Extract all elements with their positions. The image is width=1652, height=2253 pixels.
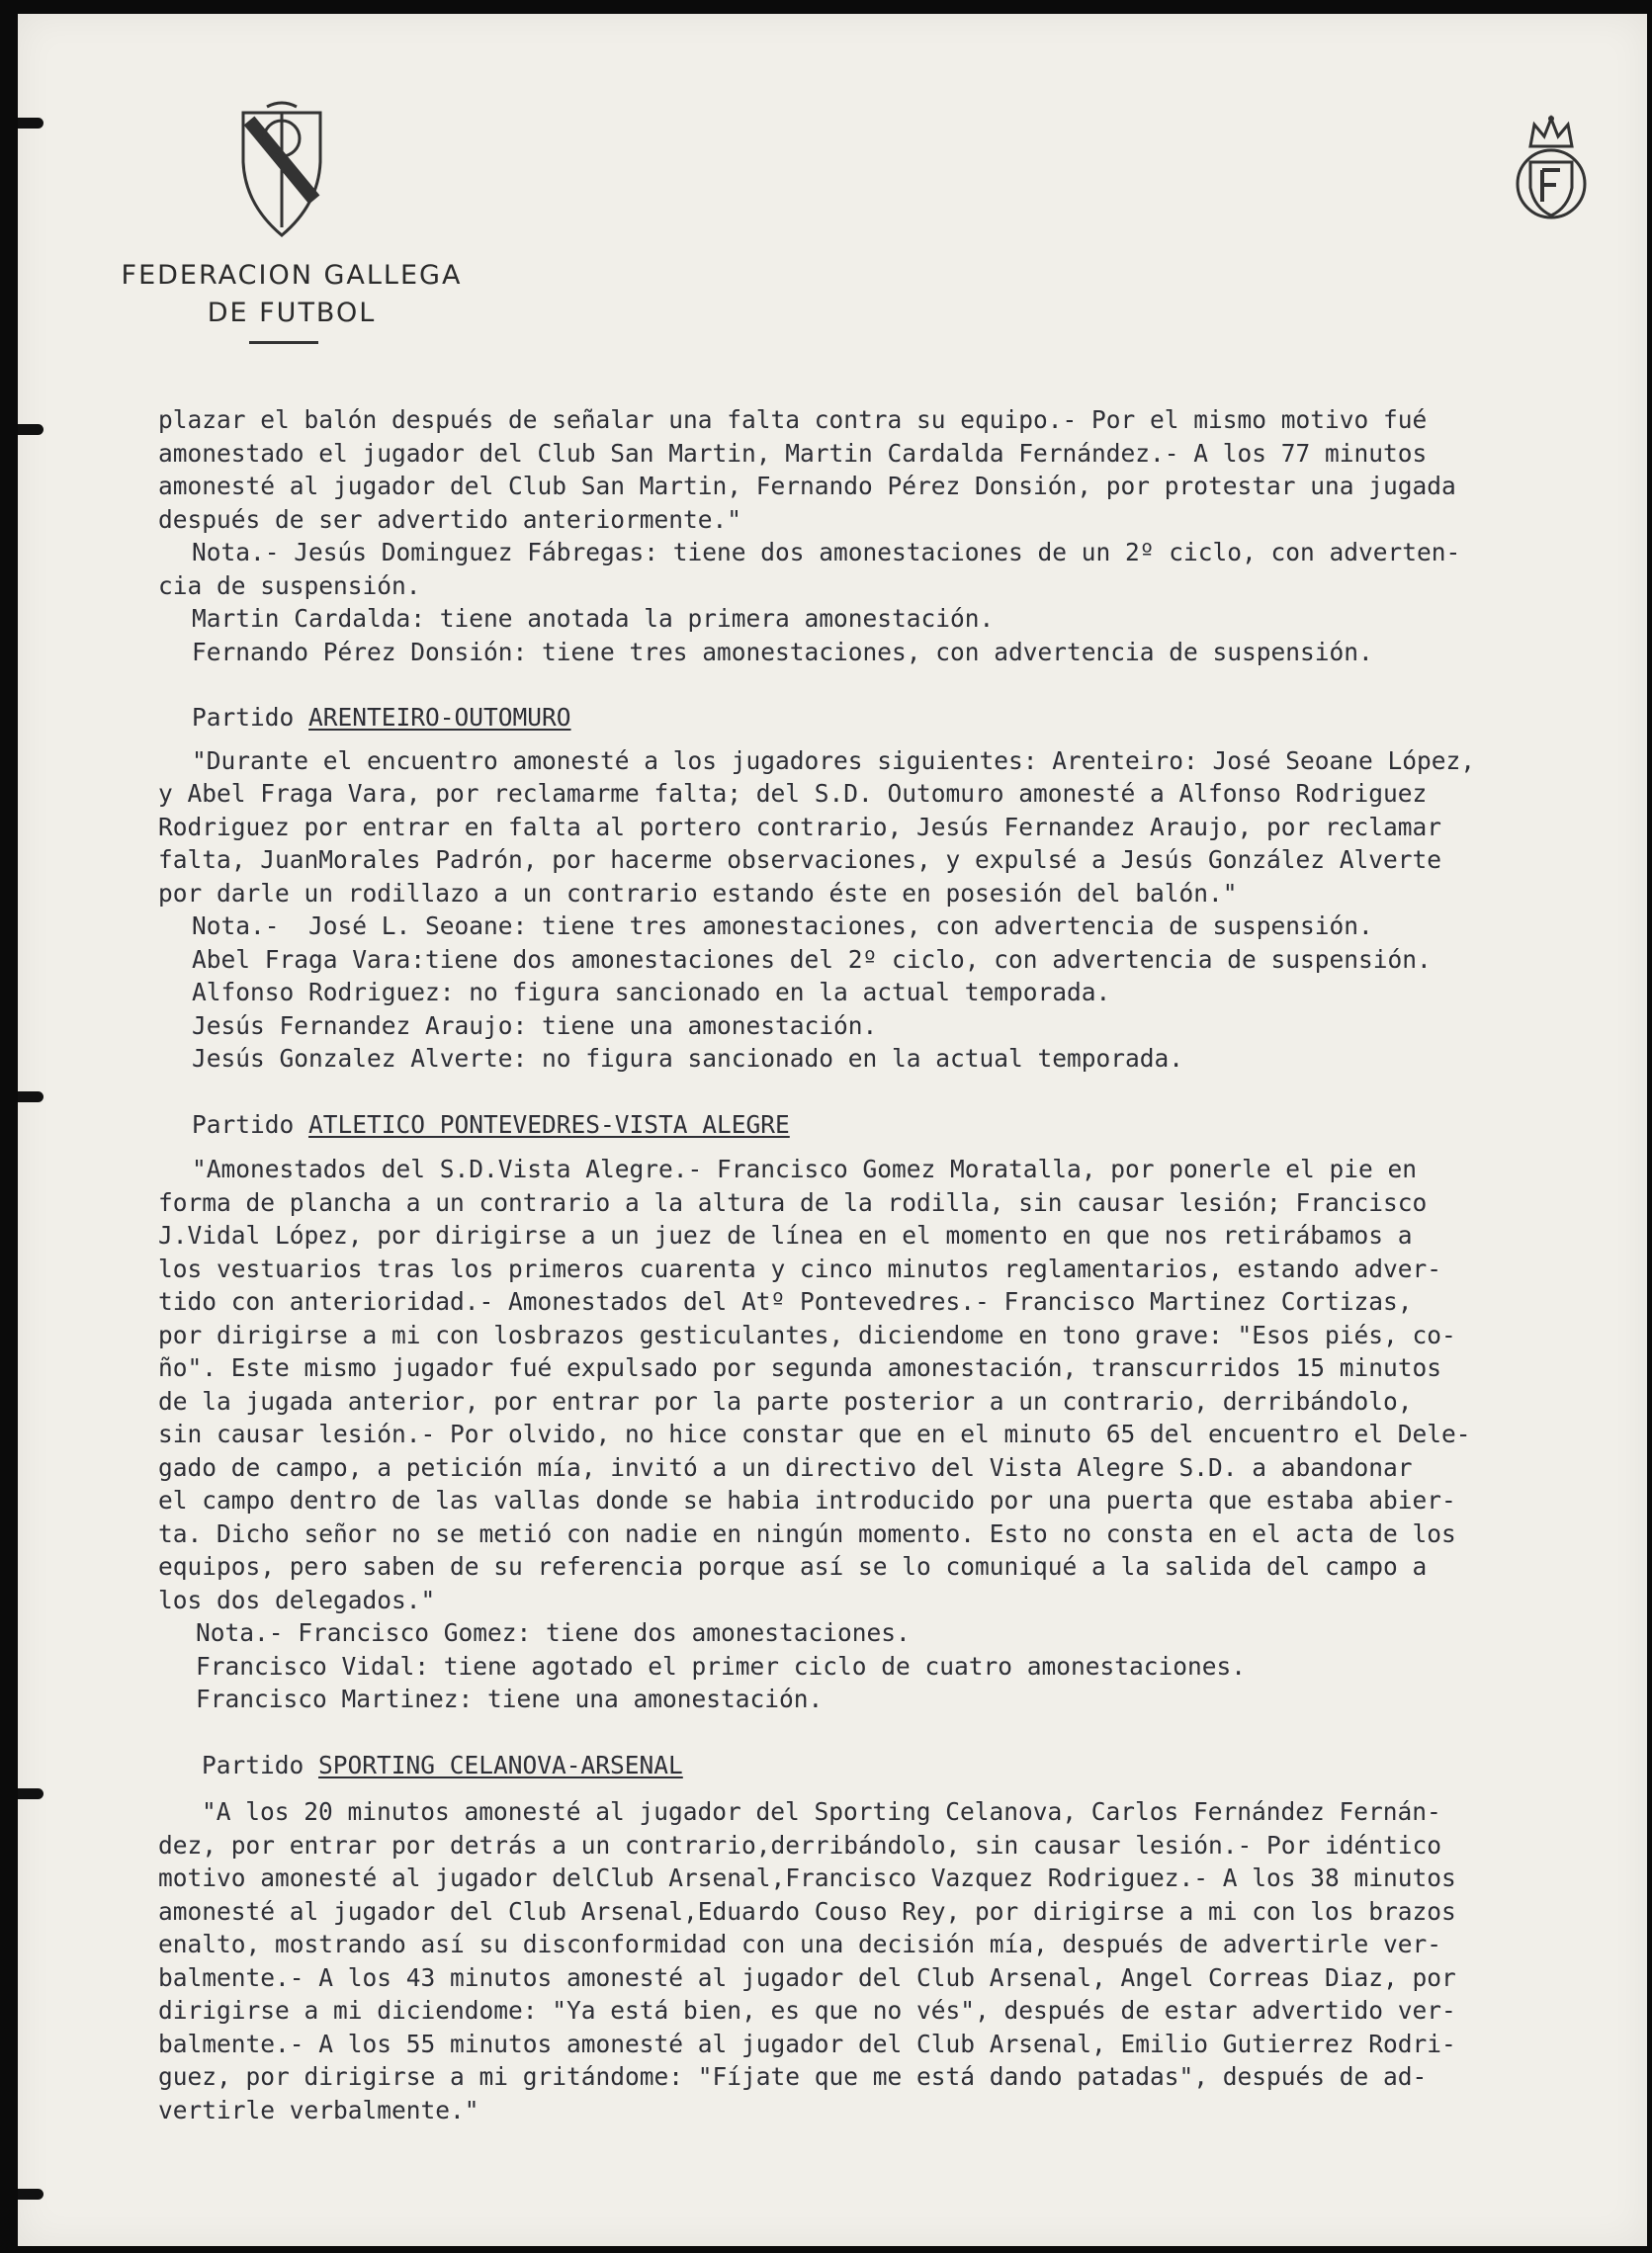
royal-crown-crest-icon [1509, 111, 1594, 225]
text-line: J.Vidal López, por dirigirse a un juez de línea en el momento en que nos retirábamos a [158, 1221, 1413, 1250]
note-line: Francisco Vidal: tiene agotado el primer ciclo de cuatro amonestaciones. [196, 1651, 1247, 1681]
text-line: gado de campo, a petición mía, invitó a un directivo del Vista Alegre S.D. a abandonar [158, 1452, 1413, 1482]
note-line: Nota.- Francisco Gomez: tiene dos amonestaciones. [196, 1618, 911, 1647]
text-line: balmente.- A los 43 minutos amonesté al jugador del Club Arsenal, Angel Correas Diaz, por [158, 1962, 1456, 1992]
text-line: y Abel Fraga Vara, por reclamarme falta; del S.D. Outomuro amonesté a Alfonso Rodriguez [158, 779, 1428, 808]
match-heading-teams: SPORTING CELANOVA-ARSENAL [318, 1750, 683, 1779]
text-line: dez, por entrar por detrás a un contrario,derribándolo, sin causar lesión.- Por idéntico [158, 1830, 1442, 1860]
text-line: forma de plancha a un contrario a la altura de la rodilla, sin causar lesión; Francisco [158, 1187, 1428, 1217]
text-line: tido con anterioridad.- Amonestados del Atº Pontevedres.- Francisco Martinez Cortizas, [158, 1287, 1413, 1316]
text-line: falta, JuanMorales Padrón, por hacerme observaciones, y expulsé a Jesús González Alverte [158, 845, 1442, 874]
match-heading-teams: ARENTEIRO-OUTOMURO [308, 703, 571, 732]
note-line: cia de suspensión. [158, 570, 421, 600]
text-line: amonestado el jugador del Club San Martin, Martin Cardalda Fernández.- A los 77 minutos [158, 438, 1428, 468]
text-line: los vestuarios tras los primeros cuarenta y cinco minutos reglamentarios, estando adver- [158, 1254, 1442, 1283]
text-line: Rodriguez por entrar en falta al portero contrario, Jesús Fernandez Araujo, por reclamar [158, 812, 1442, 841]
text-line: sin causar lesión.- Por olvido, no hice constar que en el minuto 65 del encuentro el Dele- [158, 1420, 1471, 1448]
match-heading-prefix: Partido [202, 1750, 319, 1779]
note-line: Nota.- José L. Seoane: tiene tres amonestaciones, con advertencia de suspensión. [192, 911, 1373, 940]
text-line: amonesté al jugador del Club Arsenal,Eduardo Couso Rey, por dirigirse a mi con los brazos [158, 1896, 1456, 1926]
text-line: "Amonestados del S.D.Vista Alegre.- Francisco Gomez Moratalla, por ponerle el pie en [192, 1155, 1418, 1183]
binder-hole [18, 118, 43, 129]
note-line: Alfonso Rodriguez: no figura sancionado en la actual temporada. [192, 978, 1111, 1006]
federation-name-line2: DE FUTBOL [207, 298, 377, 328]
note-line: Martin Cardalda: tiene anotada la primera amonestación. [192, 604, 995, 633]
note-line: Francisco Martinez: tiene una amonestación. [196, 1685, 824, 1713]
text-line: los dos delegados." [158, 1585, 436, 1614]
federation-name [89, 257, 494, 332]
binder-hole [18, 1091, 43, 1102]
match-heading [192, 1108, 1635, 1142]
text-line: equipos, pero saben de su referencia porque así se lo comuniqué a la salida del campo a [158, 1552, 1428, 1581]
text-line: amonesté al jugador del Club San Martin, Fernando Pérez Donsión, por protestar una jugada [158, 472, 1456, 500]
text-line: después de ser advertido anteriormente." [158, 504, 742, 534]
text-line: vertirle verbalmente." [158, 2095, 479, 2124]
text-line: de la jugada anterior, por entrar por la parte posterior a un contrario, derribándolo, [158, 1386, 1413, 1416]
text-line: enalto, mostrando así su disconformidad con una decisión mía, después de advertirle ver- [158, 1930, 1442, 1958]
text-line: el campo dentro de las vallas donde se habia introducido por una puerta que estaba abier- [158, 1486, 1456, 1515]
note-line: Nota.- Jesús Dominguez Fábregas: tiene dos amonestaciones de un 2º ciclo, con adverten- [192, 538, 1461, 566]
letterhead-rule [249, 341, 318, 344]
text-line: ta. Dicho señor no se metió con nadie en ningún momento. Esto no consta en el acta de los [158, 1518, 1456, 1548]
text-line: "A los 20 minutos amonesté al jugador del Sporting Celanova, Carlos Fernández Fernán- [202, 1797, 1441, 1826]
text-line: ño". Este mismo jugador fué expulsado por segunda amonestación, transcurridos 15 minutos [158, 1353, 1442, 1382]
match-heading [192, 701, 1635, 735]
text-line: motivo amonesté al jugador delClub Arsenal,Francisco Vazquez Rodriguez.- A los 38 minutos [158, 1863, 1456, 1892]
text-line: por dirigirse a mi con losbrazos gesticulantes, diciendome en tono grave: "Esos piés, co- [158, 1320, 1456, 1349]
match-heading-prefix: Partido [192, 703, 309, 732]
match-heading [202, 1749, 1635, 1782]
report-body [158, 403, 1635, 2126]
text-line: guez, por dirigirse a mi gritándome: "Fíjate que me está dando patadas", después de ad- [158, 2062, 1428, 2091]
text-line: plazar el balón después de señalar una falta contra su equipo.- Por el mismo motivo fué [158, 405, 1428, 434]
note-line: Jesús Fernandez Araujo: tiene una amonestación. [192, 1010, 878, 1040]
note-line: Abel Fraga Vara:tiene dos amonestaciones del 2º ciclo, con advertencia de suspensión. [192, 944, 1432, 974]
match-heading-teams: ATLETICO PONTEVEDRES-VISTA ALEGRE [308, 1109, 790, 1139]
text-line: balmente.- A los 55 minutos amonesté al jugador del Club Arsenal, Emilio Gutierrez Rodri- [158, 2029, 1456, 2058]
federation-crest-icon [237, 101, 326, 239]
federation-name-line1: FEDERACION GALLEGA [121, 260, 463, 291]
text-line: por darle un rodillazo a un contrario estando éste en posesión del balón." [158, 878, 1238, 908]
note-line: Fernando Pérez Donsión: tiene tres amonestaciones, con advertencia de suspensión. [192, 637, 1373, 666]
binder-hole [18, 424, 43, 435]
text-line: "Durante el encuentro amonesté a los jugadores siguientes: Arenteiro: José Seoane López, [192, 745, 1476, 775]
text-line: dirigirse a mi diciendome: "Ya está bien, es que no vés", después de estar advertido ver- [158, 1996, 1456, 2025]
note-line: Jesús Gonzalez Alverte: no figura sancionado en la actual temporada. [192, 1044, 1184, 1073]
binder-hole [18, 1788, 43, 1799]
binder-hole [18, 2189, 43, 2200]
match-heading-prefix: Partido [192, 1109, 309, 1139]
